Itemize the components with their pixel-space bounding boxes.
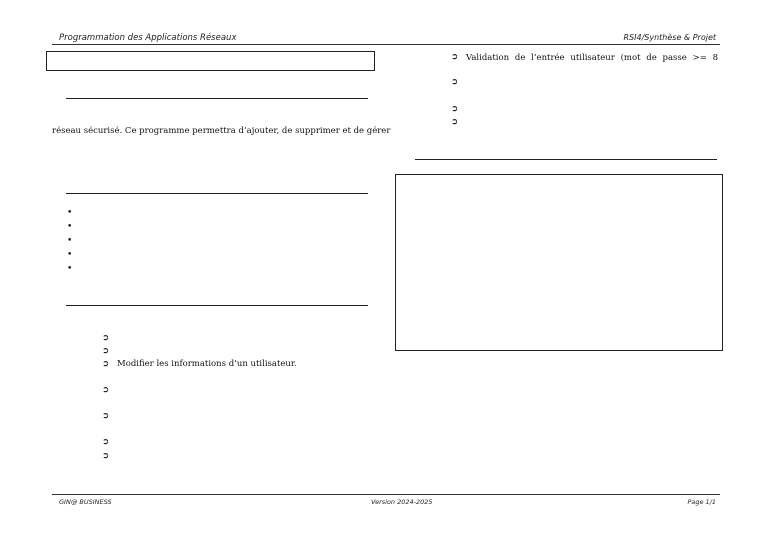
- header-section: RSI4/Synthèse & Projet: [623, 33, 716, 42]
- footer-page-number: Page 1/1: [687, 498, 716, 506]
- validation-item: Validation de l’entrée utilisateur (mot de passe >= 8: [466, 53, 718, 63]
- arrow-icon: ➲: [451, 104, 459, 114]
- content-box: [395, 174, 723, 351]
- arrow-icon: ➲: [451, 117, 459, 127]
- footer-divider: [52, 494, 720, 495]
- bullet-icon: •: [67, 236, 73, 246]
- footer-version: Version 2024-2025: [371, 498, 433, 506]
- bullet-icon: •: [67, 250, 73, 260]
- feature-modify-user: Modifier les informations d’un utilisateur.: [117, 359, 297, 369]
- bullet-icon: •: [67, 264, 73, 274]
- header-divider: [52, 44, 720, 45]
- section-rule-right: [415, 159, 717, 160]
- section-rule-1: [66, 98, 368, 99]
- intro-paragraph: réseau sécurisé. Ce programme permettra d’ajouter, de supprimer et de gérer: [52, 126, 391, 136]
- bullet-icon: •: [67, 222, 73, 232]
- arrow-icon: ➲: [102, 437, 110, 447]
- arrow-icon: ➲: [102, 333, 110, 343]
- arrow-icon: ➲: [102, 451, 110, 461]
- arrow-icon: ➲: [102, 359, 110, 369]
- title-box: [46, 51, 375, 71]
- bullet-icon: •: [67, 208, 73, 218]
- header-course-title: Programmation des Applications Réseaux: [59, 33, 237, 43]
- section-rule-2: [66, 193, 368, 194]
- arrow-icon: ➲: [451, 77, 459, 87]
- arrow-icon: ➲: [102, 346, 110, 356]
- arrow-icon: ➲: [451, 52, 459, 62]
- footer-company: GIN@ BUSINESS: [59, 498, 112, 506]
- section-rule-3: [66, 305, 368, 306]
- arrow-icon: ➲: [102, 411, 110, 421]
- arrow-icon: ➲: [102, 385, 110, 395]
